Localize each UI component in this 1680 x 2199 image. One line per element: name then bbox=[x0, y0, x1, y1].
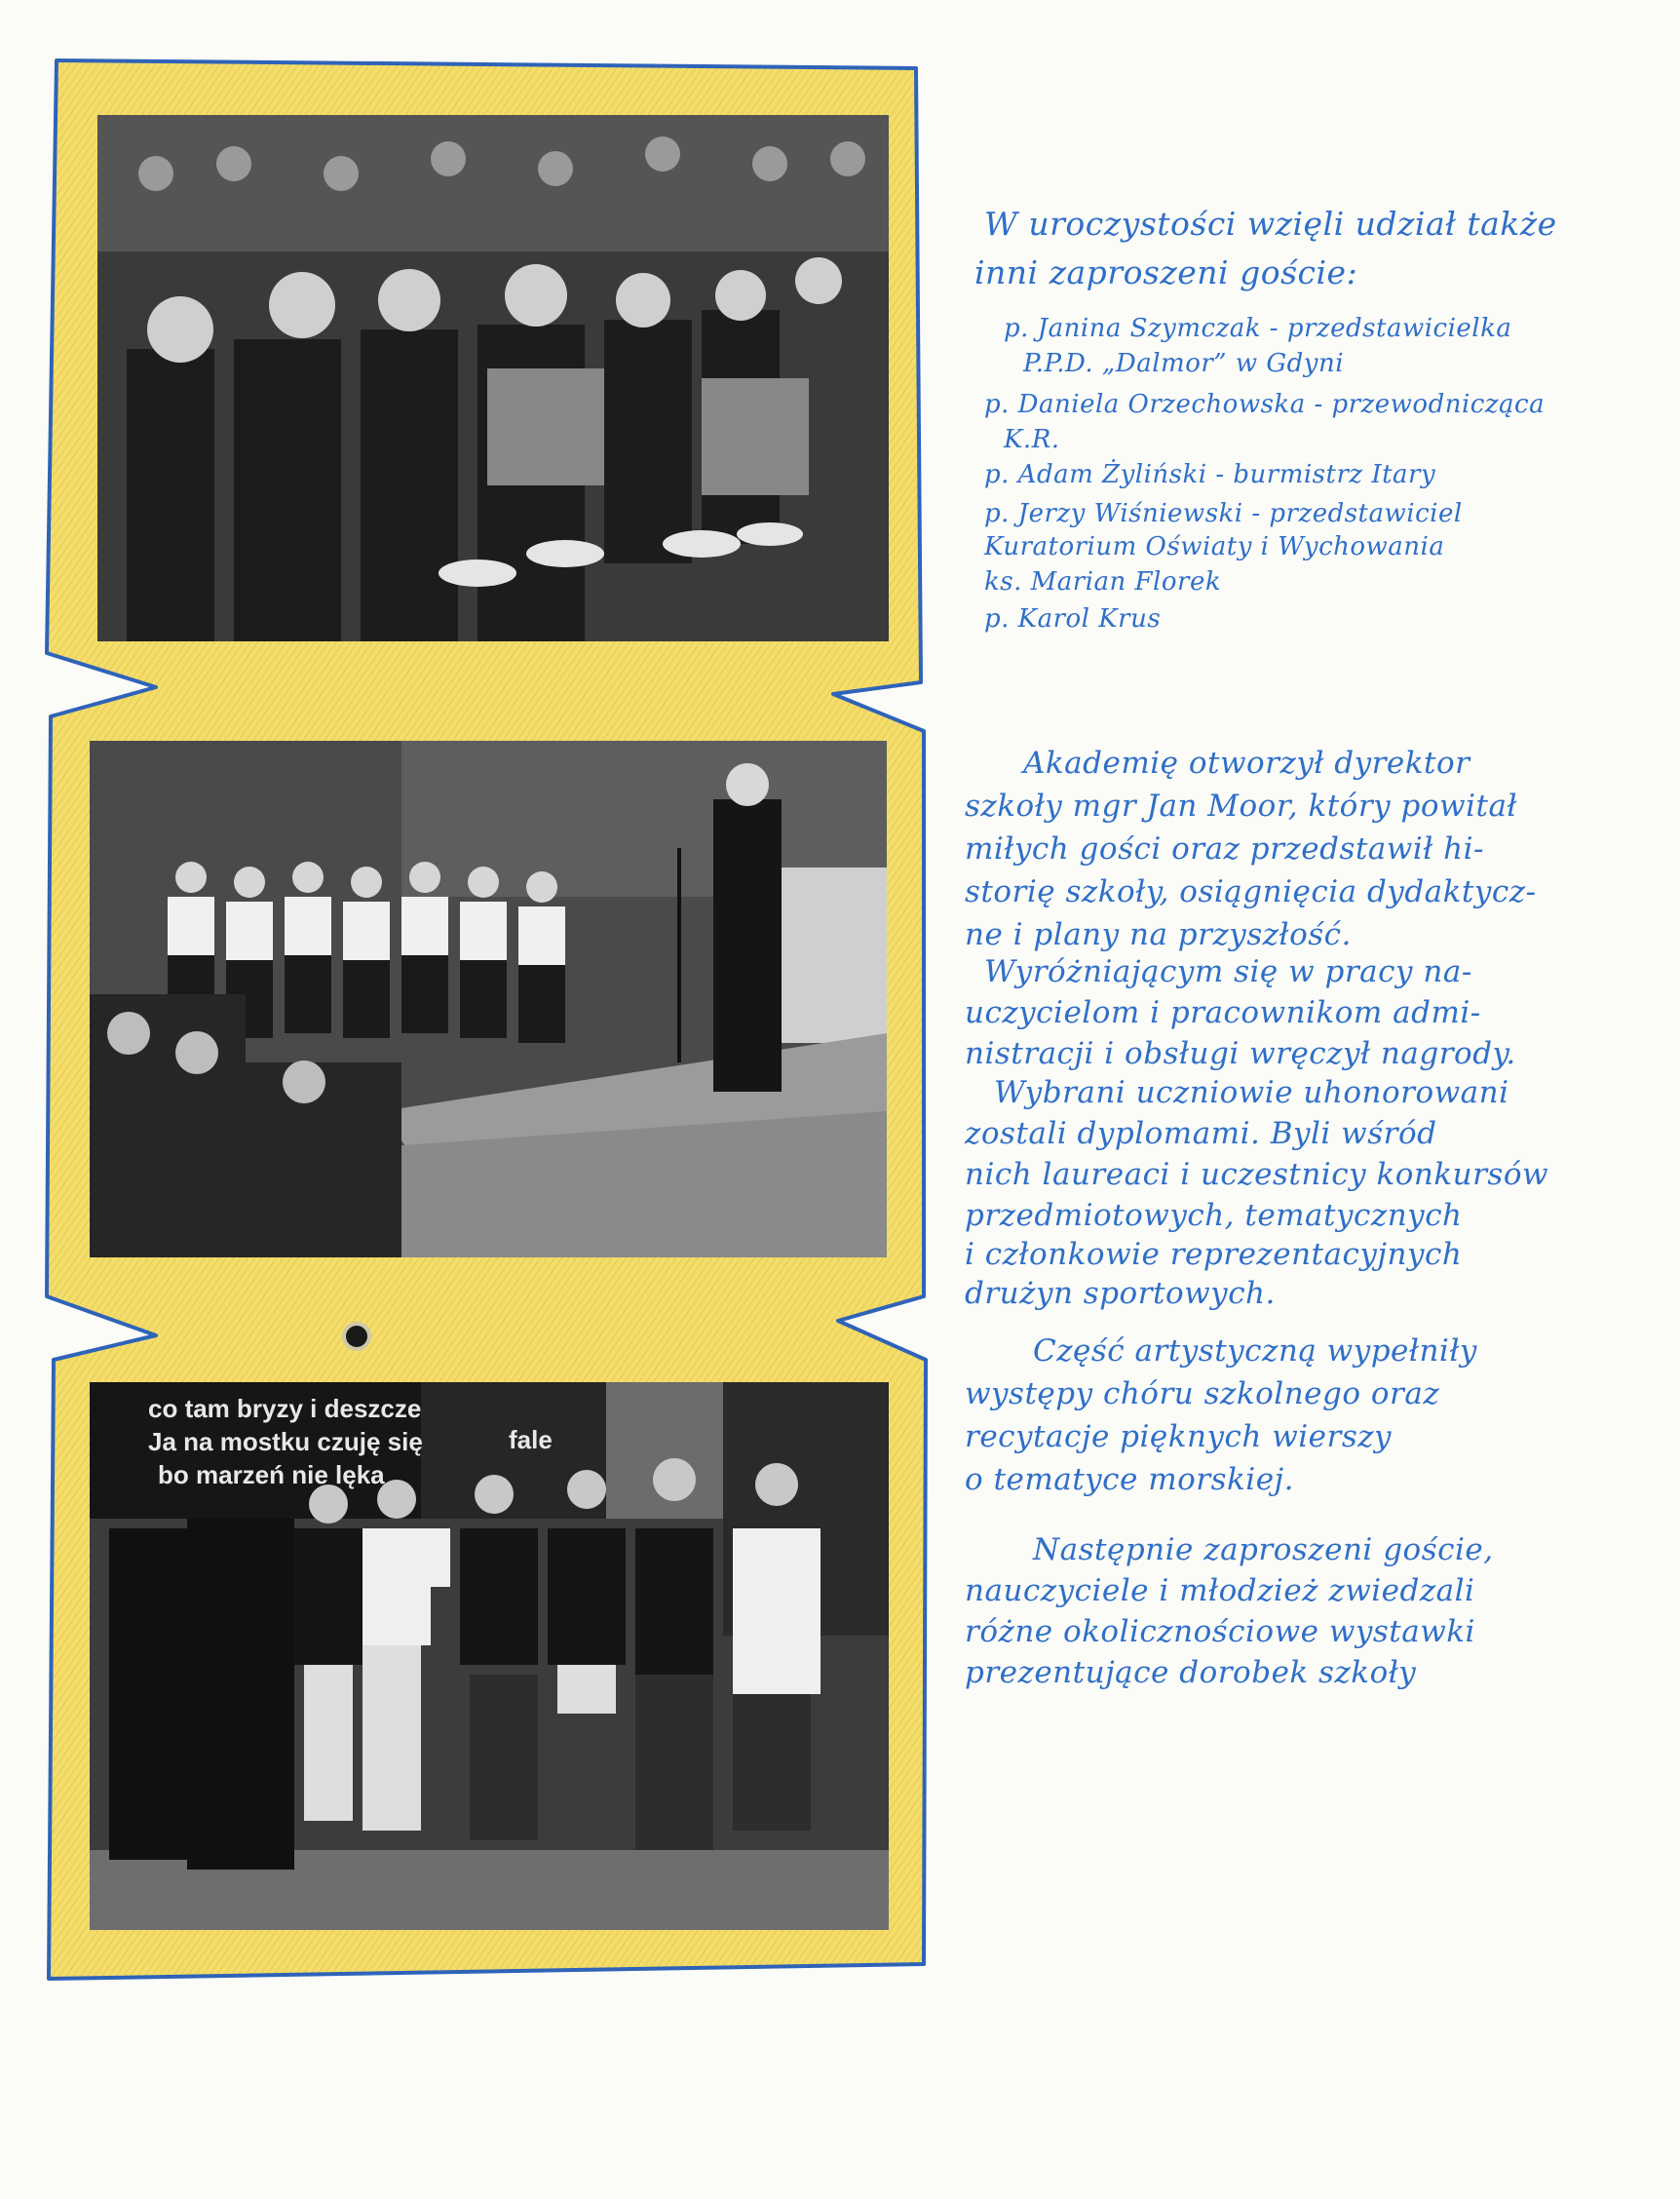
academy-line-2: szkoły mgr Jan Moor, który powitał bbox=[965, 789, 1517, 824]
guest-2-line-1: p. Daniela Orzechowska - przewodnicząca bbox=[984, 390, 1546, 419]
guests-heading-line-2: inni zaproszeni goście: bbox=[974, 253, 1358, 291]
academy-line-10: zostali dyplomami. Byli wśród bbox=[965, 1116, 1437, 1151]
exhibition-line-1: Następnie zaproszeni goście, bbox=[1033, 1532, 1494, 1567]
artistic-section bbox=[965, 1333, 1647, 1499]
academy-line-14: drużyn sportowych. bbox=[965, 1276, 1276, 1311]
exhibition-line-3: różne okolicznościowe wystawki bbox=[965, 1614, 1475, 1649]
banner-side-text: fale bbox=[509, 1425, 553, 1454]
exhibition-line-4: prezentujące dorobek szkoły bbox=[965, 1655, 1417, 1690]
academy-line-12: przedmiotowych, tematycznych bbox=[965, 1198, 1463, 1233]
academy-section bbox=[965, 746, 1647, 1311]
guest-1-line-2: P.P.D. „Dalmor” w Gdyni bbox=[1023, 349, 1345, 378]
photo-recitation bbox=[90, 1382, 889, 1930]
guests-heading-line-1: W uroczystości wzięli udział także bbox=[984, 205, 1557, 243]
photo-audience bbox=[97, 115, 889, 641]
guest-4-line-1: p. Jerzy Wiśniewski - przedstawiciel bbox=[984, 499, 1463, 528]
artistic-line-3: recytacje pięknych wierszy bbox=[965, 1419, 1393, 1454]
banner-line-1: co tam bryzy i deszcze bbox=[148, 1394, 422, 1423]
artistic-line-2: występy chóru szkolnego oraz bbox=[965, 1376, 1440, 1411]
exhibition-line-2: nauczyciele i młodzież zwiedzali bbox=[965, 1573, 1475, 1608]
photo-choir bbox=[90, 741, 887, 1257]
academy-line-4: storię szkoły, osiągnięcia dydaktycz- bbox=[965, 874, 1537, 909]
banner-line-2: Ja na mostku czuję się bbox=[148, 1427, 423, 1456]
artistic-line-1: Część artystyczną wypełniły bbox=[1033, 1333, 1477, 1369]
guests-section bbox=[974, 205, 1647, 663]
academy-line-11: nich laureaci i uczestnicy konkursów bbox=[965, 1157, 1549, 1192]
academy-line-9: Wybrani uczniowie uhonorowani bbox=[994, 1075, 1509, 1110]
artistic-line-4: o tematyce morskiej. bbox=[965, 1462, 1295, 1497]
exhibition-section bbox=[965, 1532, 1647, 1698]
guest-5-line-1: ks. Marian Florek bbox=[984, 567, 1222, 597]
guest-4-line-2: Kuratorium Oświaty i Wychowania bbox=[984, 532, 1445, 561]
guest-6-line-1: p. Karol Krus bbox=[984, 604, 1162, 634]
guest-1-line-1: p. Janina Szymczak - przedstawicielka bbox=[1004, 314, 1512, 343]
academy-line-6: Wyróżniającym się w pracy na- bbox=[984, 954, 1472, 989]
guest-2-line-2: K.R. bbox=[1004, 425, 1060, 454]
academy-line-1: Akademię otworzył dyrektor bbox=[1023, 746, 1470, 781]
punch-hole bbox=[346, 1326, 367, 1347]
guest-3-line-1: p. Adam Żyliński - burmistrz Itary bbox=[984, 460, 1436, 489]
academy-line-13: i członkowie reprezentacyjnych bbox=[965, 1237, 1463, 1272]
banner-text bbox=[148, 1392, 423, 1491]
academy-line-8: nistracji i obsługi wręczył nagrody. bbox=[965, 1036, 1516, 1071]
banner-line-3: bo marzeń nie lęka bbox=[158, 1460, 385, 1489]
academy-line-3: miłych gości oraz przedstawił hi- bbox=[965, 831, 1484, 867]
academy-line-7: uczycielom i pracownikom admi- bbox=[965, 995, 1481, 1030]
academy-line-5: ne i plany na przyszłość. bbox=[965, 917, 1352, 952]
